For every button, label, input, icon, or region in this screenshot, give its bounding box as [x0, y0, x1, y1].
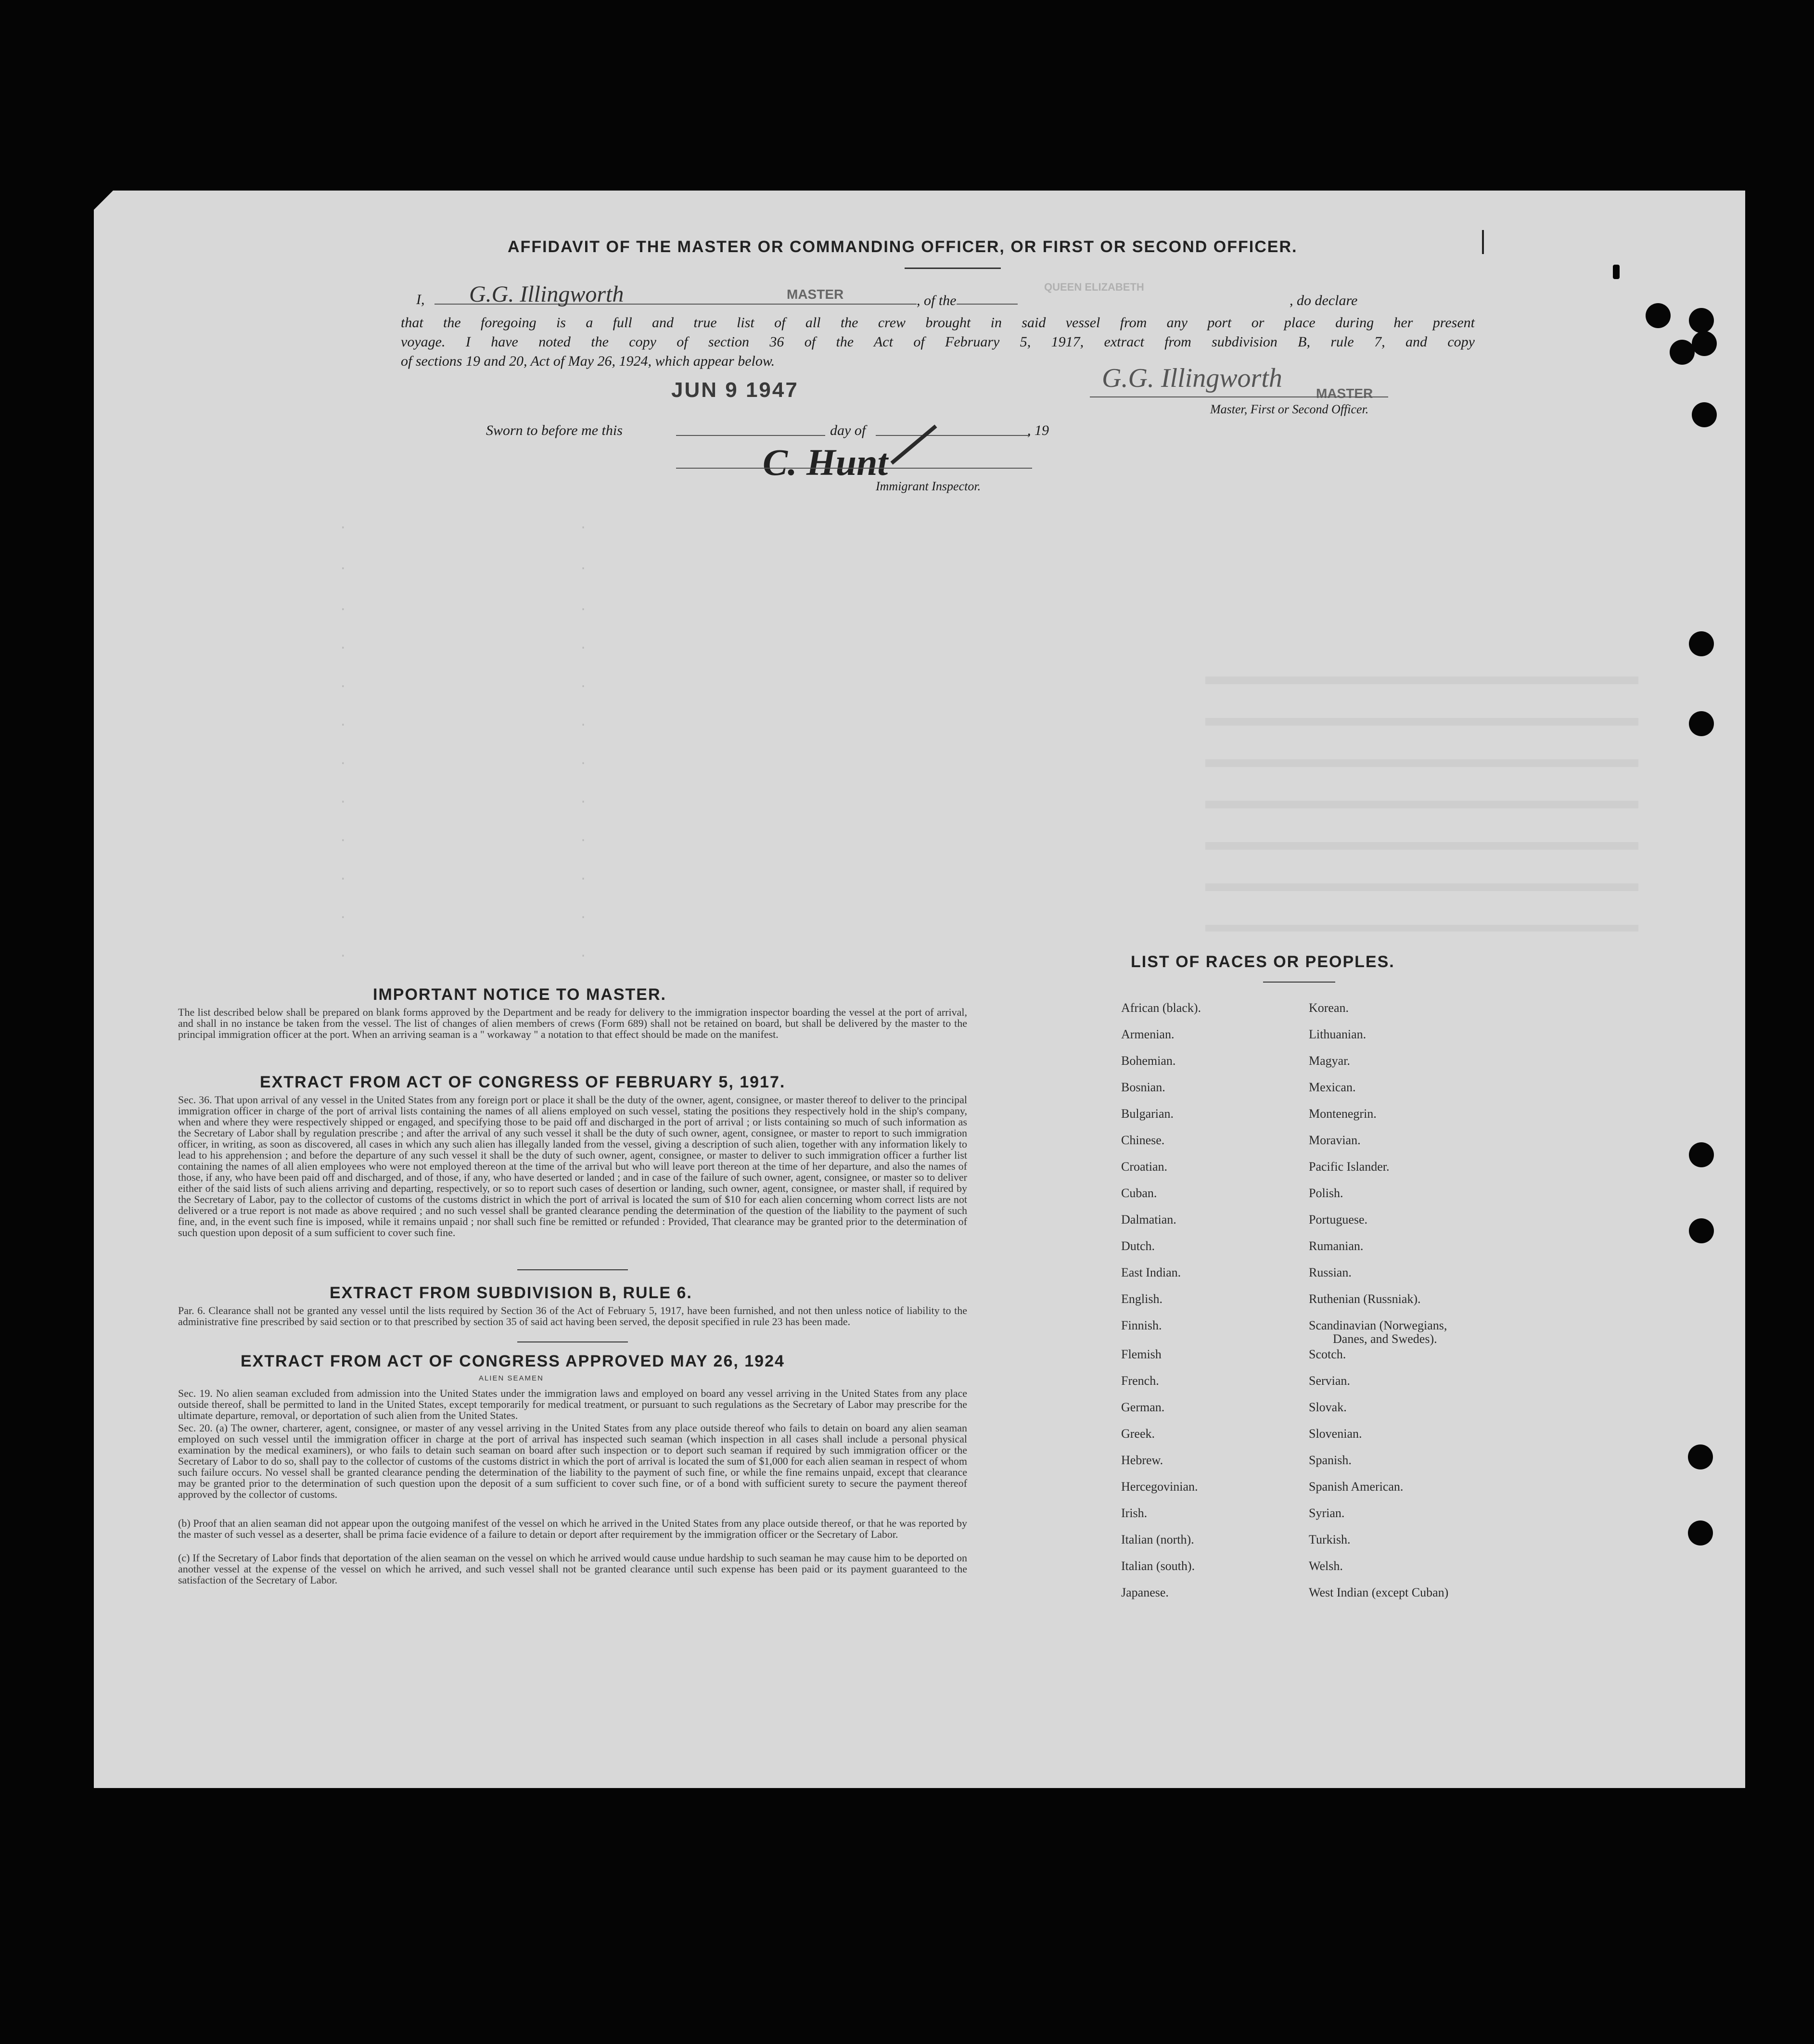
punch-hole	[1688, 1520, 1713, 1546]
year-label: , 19	[1027, 422, 1049, 438]
punch-hole	[1688, 1444, 1713, 1469]
i-label: I,	[416, 292, 425, 307]
do-declare-label: , do declare	[1290, 293, 1358, 308]
inspector-signature: C. Hunt	[763, 441, 888, 483]
sworn-label: Sworn to before me this	[486, 422, 623, 438]
punch-hole	[1646, 303, 1671, 328]
signature-flourish	[890, 424, 937, 464]
sec-20a-text: Sec. 20. (a) The owner, charterer, agent, consignee, or master of any vessel arriving in the United States from any place outside thereof who fails to detain on board any alien seaman employed on such vessel until the immigration officer in charge at the port of arrival has inspected such seaman (which inspection in all cases shall include a personal physical examination by the medical examiners), or who fails to detain such seaman on board after such inspection or to deport such seaman if required by such immigration officer or the Secretary of Labor to do so, shall pay to the collector of customs of the customs district in which the port of arrival is located the sum of $1,000 for each alien seaman in respect of whom such failure occurs. No vessel shall be granted clearance pending the determination of the liability to the payment of such fine, or while the fine remains unpaid, except that clearance may be granted prior to the determination of such question upon the deposit of a sum sufficient to cover such fine, or of a bond with sufficient surety to secure the payment thereof approved by the collector of customs.	[178, 1422, 967, 1500]
race-right-item: Pacific Islander.	[1309, 1160, 1390, 1174]
signature-1: G.G. Illingworth	[469, 281, 624, 307]
race-left-item: French.	[1121, 1374, 1159, 1388]
inspector-label: Immigrant Inspector.	[876, 479, 981, 493]
affidavit-title: AFFIDAVIT OF THE MASTER OR COMMANDING OFFICER, OR FIRST OR SECOND OFFICER.	[508, 238, 1298, 256]
extract-1924-title: EXTRACT FROM ACT OF CONGRESS APPROVED MAY 26, 1924	[241, 1352, 785, 1370]
race-right-item: Mexican.	[1309, 1080, 1356, 1094]
punch-hole	[1689, 308, 1714, 333]
divider-2	[517, 1341, 628, 1342]
races-divider	[1263, 982, 1335, 983]
bleed-through-area: . . . . . . . . . . . . . . . . . . . . . . . .	[339, 518, 1638, 1047]
rule6-text: Par. 6. Clearance shall not be granted any vessel until the lists required by Section 36 of the Act of February 5, 1917, have been furnished, and not then unless notice of liability to the administrative fine prescribed by said section or to that prescribed by section 35 of said act having been served, the deposit specified in rule 23 has been made.	[178, 1304, 967, 1328]
race-left-item: Flemish	[1121, 1347, 1162, 1361]
punch-hole	[1689, 631, 1714, 656]
race-right-item: Slovenian.	[1309, 1427, 1362, 1441]
race-right-item: Lithuanian.	[1309, 1027, 1367, 1041]
sec-20c-text: (c) If the Secretary of Labor finds that deportation of the alien seaman on the vessel on which he arrived would cause undue hardship to such seaman he may cause him to be deported on another vessel at the expense of the vessel on which he arrived, and such vessel shall not be granted clearance until such expense has been paid or its payment guaranteed to the satisfaction of the Secretary of Labor.	[178, 1552, 967, 1586]
race-right-item: Turkish.	[1309, 1533, 1351, 1546]
punch-hole	[1692, 402, 1717, 427]
race-right-item: Moravian.	[1309, 1133, 1361, 1147]
race-right-item: West Indian (except Cuban)	[1309, 1585, 1449, 1599]
pen-mark	[1482, 230, 1484, 254]
race-right-item: Scotch.	[1309, 1347, 1346, 1361]
officer-line	[1090, 396, 1388, 397]
race-right-item: Servian.	[1309, 1374, 1350, 1388]
race-left-item: Armenian.	[1121, 1027, 1175, 1041]
vessel-stamp: QUEEN ELIZABETH	[1044, 281, 1144, 293]
signature-2: G.G. Illingworth	[1102, 363, 1282, 393]
race-right-item: Korean.	[1309, 1001, 1349, 1015]
race-left-item: Hercegovinian.	[1121, 1480, 1198, 1494]
race-left-item: German.	[1121, 1400, 1165, 1414]
race-right-item: Welsh.	[1309, 1559, 1343, 1573]
race-right-item: Spanish.	[1309, 1453, 1352, 1467]
punch-hole	[1692, 331, 1717, 356]
race-left-item: Hebrew.	[1121, 1453, 1163, 1467]
master-stamp-2: MASTER	[1316, 386, 1373, 401]
extract-1917-title: EXTRACT FROM ACT OF CONGRESS OF FEBRUARY 5, 1917.	[260, 1073, 786, 1091]
race-left-item: Dutch.	[1121, 1239, 1155, 1253]
punch-hole	[1689, 1142, 1714, 1167]
race-right-item: Ruthenian (Russniak).	[1309, 1292, 1421, 1306]
notice-title: IMPORTANT NOTICE TO MASTER.	[373, 985, 666, 1004]
sworn-day-line	[676, 435, 825, 436]
master-stamp: MASTER	[787, 287, 844, 302]
affidavit-line-2: that the foregoing is a full and true list of all the crew brought in said vessel from any port or place during her present	[401, 315, 1475, 331]
race-left-item: Dalmatian.	[1121, 1213, 1176, 1226]
date-stamp: JUN 9 1947	[671, 378, 799, 402]
race-left-item: African (black).	[1121, 1001, 1201, 1015]
race-left-item: Japanese.	[1121, 1585, 1169, 1599]
race-right-item: Montenegrin.	[1309, 1107, 1377, 1121]
notice-text: The list described below shall be prepared on blank forms approved by the Department and be ready for delivery to the immigration inspector boarding the vessel at the port of arrival, and shall in no instance be taken from the vessel. The list of changes of alien members of crews (Form 689) shall not be retained on board, but shall be delivered by the master to the principal immigration officer at the port. When an arriving seaman is a " workaway " a notation to that effect should be made on the manifest.	[178, 1006, 967, 1040]
race-left-item: Italian (south).	[1121, 1559, 1195, 1573]
race-left-item: Chinese.	[1121, 1133, 1165, 1147]
inspector-line	[676, 468, 1032, 469]
race-right-item: Portuguese.	[1309, 1213, 1368, 1226]
race-left-item: Cuban.	[1121, 1186, 1157, 1200]
race-left-item: East Indian.	[1121, 1265, 1181, 1279]
race-right-item: Magyar.	[1309, 1054, 1350, 1068]
sec-20b-text: (b) Proof that an alien seaman did not appear upon the outgoing manifest of the vessel on which he arrived in the United States from any place outside thereof, or that he was reported by the master of such vessel as a deserter, shall be prima facie evidence of a failure to detain or deport after requirement by the immigration officer or the Secretary of Labor.	[178, 1517, 967, 1540]
races-title: LIST OF RACES OR PEOPLES.	[1131, 953, 1395, 971]
title-divider	[905, 268, 1001, 269]
affidavit-line-3: voyage. I have noted the copy of section 36 of the Act of February 5, 1917, extract from subdivision B, rule 7, and copy	[401, 334, 1475, 350]
race-right-item: Slovak.	[1309, 1400, 1347, 1414]
race-right-item: Russian.	[1309, 1265, 1352, 1279]
sec-19-text: Sec. 19. No alien seaman excluded from admission into the United States under the immigration laws and employed on board any vessel arriving in the United States from any place outside thereof, shall be permitted to land in the United States, except temporarily for medical treatment, or pursuant to such regulations as the Secretary of Labor may prescribe for the ultimate departure, removal, or deportation of such alien from the United States.	[178, 1387, 967, 1421]
day-of-label: day of	[830, 422, 866, 438]
sworn-month-line	[876, 435, 1030, 436]
punch-hole	[1689, 711, 1714, 736]
race-left-item: Finnish.	[1121, 1318, 1162, 1332]
race-left-item: Bosnian.	[1121, 1080, 1165, 1094]
affidavit-line-4: of sections 19 and 20, Act of May 26, 1924, which appear below.	[401, 353, 775, 369]
race-left-item: Italian (north).	[1121, 1533, 1194, 1546]
extract-1917-text: Sec. 36. That upon arrival of any vessel in the United States from any foreign port or place it shall be the duty of the owner, agent, consignee, or master thereof to deliver to the principal immigration officer in charge of the port of arrival lists containing the names of all aliens employed on such vessel, stating the positions they respectively hold in the ship's company, when and where they were respectively shipped or engaged, and specifying those to be paid off and discharged in the port of arrival ; or lists containing so much of such information as the Secretary of Labor shall by regulation prescribe ; and after the arrival of any such vessel it shall be the duty of such owner, agent, consignee, or master to report to such immigration officer, in writing, as soon as discovered, all cases in which any such alien has illegally landed from the vessel, giving a description of such alien, together with any information likely to lead to his apprehension ; and before the departure of any such vessel it shall be the duty of such owner, agent, consignee, or master to deliver to such immigration officer a further list containing the names of all alien employees who were not employed thereon at the time of the arrival but who will leave port thereon at the time of her departure, and also the names of those, if any, who have been paid off and discharged, and of those, if any, who have deserted or landed ; and in case of the failure of such owner, agent, consignee, or master so to deliver either of the said lists of such aliens arriving and departing, respectively, or so to report such cases of desertion or landing, such owner, agent, consignee, or master shall, if required by the Secretary of Labor, pay to the collector of customs of the customs district in which the port of arrival is located the sum of $10 for each alien concerning whom correct lists are not delivered or a true report is not made as above required ; and no such vessel shall be granted clearance pending the determination of the question of the liability to the payment of such fine, and, in the event such fine is imposed, while it remains unpaid ; nor shall such fine be remitted or refunded : Provided, That clearance may be granted prior to the determination of such question upon deposit of a sum sufficient to cover such fine.	[178, 1094, 967, 1239]
divider-1	[517, 1269, 628, 1270]
race-left-item: Greek.	[1121, 1427, 1155, 1441]
edge-mark	[1613, 265, 1620, 279]
race-left-item: Bohemian.	[1121, 1054, 1176, 1068]
officer-label: Master, First or Second Officer.	[1210, 402, 1369, 416]
race-left-item: Croatian.	[1121, 1160, 1168, 1174]
race-right-item: Scandinavian (Norwegians,	[1309, 1318, 1447, 1332]
race-left-item: Bulgarian.	[1121, 1107, 1174, 1121]
manifest-page	[94, 191, 1745, 1788]
race-right-item: Polish.	[1309, 1186, 1343, 1200]
race-right-item: Spanish American.	[1309, 1480, 1404, 1494]
race-right-item: Rumanian.	[1309, 1239, 1364, 1253]
race-left-item: Irish.	[1121, 1506, 1148, 1520]
alien-seamen-subtitle: ALIEN SEAMEN	[479, 1374, 544, 1382]
race-right-continuation: Danes, and Swedes).	[1333, 1332, 1437, 1346]
rule6-title: EXTRACT FROM SUBDIVISION B, RULE 6.	[330, 1284, 692, 1302]
race-left-item: English.	[1121, 1292, 1162, 1306]
race-right-item: Syrian.	[1309, 1506, 1345, 1520]
punch-hole	[1689, 1218, 1714, 1243]
punch-hole	[1670, 340, 1695, 365]
of-the-label: , of the	[917, 293, 957, 308]
